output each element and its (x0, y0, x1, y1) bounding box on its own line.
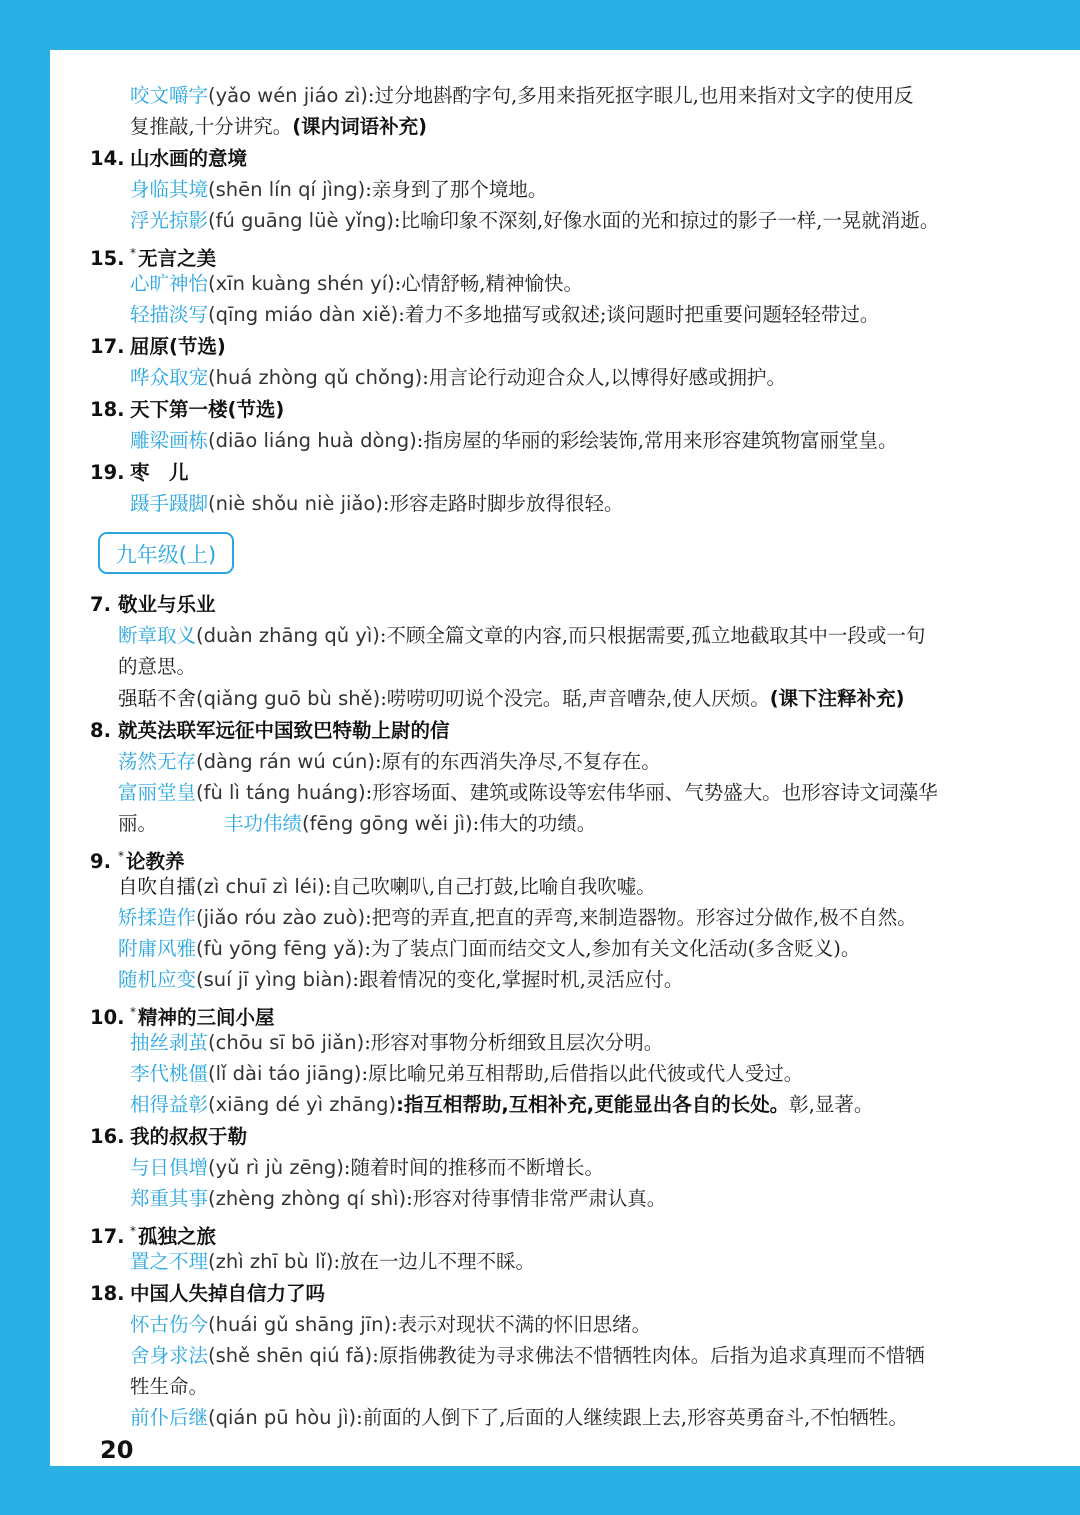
idiom-term: 轻描淡写 (130, 303, 209, 326)
lesson-heading (90, 460, 189, 486)
lesson-number: 18. (90, 1282, 125, 1305)
entry-line (118, 874, 656, 900)
lesson-heading (90, 999, 275, 1031)
lesson-heading (90, 718, 450, 744)
pinyin: (huá zhòng qǔ chǒng) (208, 366, 423, 389)
definition: 牲生命。 (130, 1375, 209, 1398)
lesson-title: 敬业与乐业 (118, 593, 216, 616)
star-mark: * (118, 849, 124, 863)
definition: :原指佛教徒为寻求佛法不惜牺牲肉体。后指为追求真理而不惜牺 (372, 1344, 925, 1367)
pinyin: (fēng gōng wěi jì) (302, 812, 473, 835)
lesson-title: 中国人失掉自信力了吗 (130, 1282, 326, 1305)
pinyin: (xīn kuàng shén yí) (208, 272, 395, 295)
page-sheet (50, 50, 1080, 1466)
lesson-title: 孤独之旅 (138, 1225, 217, 1248)
grade-section-label: 九年级(上) (98, 532, 234, 574)
idiom-term: 断章取义 (118, 624, 197, 647)
idiom-term: 咬文嚼字 (130, 84, 209, 107)
lesson-heading (90, 240, 216, 272)
lesson-number: 19. (90, 461, 125, 484)
pinyin: (suí jī yìng biàn) (196, 968, 353, 991)
idiom-term: 随机应变 (118, 968, 197, 991)
definition: :心情舒畅,精神愉快。 (394, 272, 583, 295)
idiom-term: 相得益彰 (130, 1093, 209, 1116)
pinyin: (diāo liáng huà dòng) (208, 429, 417, 452)
lesson-heading (90, 334, 226, 360)
idiom-term: 舍身求法 (130, 1344, 209, 1367)
pinyin: (yǎo wén jiáo zì) (208, 84, 368, 107)
lesson-title: 精神的三间小屋 (138, 1006, 275, 1029)
star-mark: * (130, 1224, 136, 1238)
lesson-heading (90, 1218, 216, 1250)
idiom-term: 与日俱增 (130, 1156, 209, 1179)
entry-line (130, 1155, 604, 1181)
lesson-heading (90, 1124, 247, 1150)
definition: 复推敲,十分讲究。 (130, 115, 293, 138)
lesson-title: 无言之美 (138, 247, 217, 270)
definition: 彰,显著。 (789, 1093, 874, 1116)
definition: :放在一边儿不理不睬。 (333, 1250, 536, 1273)
pinyin: (qián pū hòu jì) (208, 1406, 357, 1429)
lesson-number: 17. (90, 335, 125, 358)
lesson-heading (90, 1281, 325, 1307)
entry-line (130, 1343, 925, 1369)
entry-line (130, 1061, 803, 1087)
pinyin: (shě shēn qiú fǎ) (208, 1344, 373, 1367)
idiom-term: 雕梁画栋 (130, 429, 209, 452)
lesson-number: 10. (90, 1006, 125, 1029)
pinyin: (dàng rán wú cún) (196, 750, 375, 773)
definition: :形容对事物分析细致且层次分明。 (364, 1031, 664, 1054)
lesson-title: 论教养 (126, 850, 185, 873)
entry-line (130, 491, 623, 517)
entry-line (130, 208, 939, 234)
definition: :形容场面、建筑或陈设等宏伟华丽、气势盛大。也形容诗文词藻华 (365, 781, 938, 804)
entry-line (118, 686, 905, 712)
pinyin: (lǐ dài táo jiāng) (208, 1062, 362, 1085)
definition: 的意思。 (118, 655, 197, 678)
lesson-title: 就英法联军远征中国致巴特勒上尉的信 (118, 719, 450, 742)
idiom-term: 荡然无存 (118, 750, 197, 773)
definition: :随着时间的推移而不断增长。 (343, 1156, 604, 1179)
definition: :前面的人倒下了,后面的人继续跟上去,形容英勇奋斗,不怕牺牲。 (356, 1406, 908, 1429)
definition: :伟大的功绩。 (472, 812, 597, 835)
lesson-number: 16. (90, 1125, 125, 1148)
definition: :比喻印象不深刻,好像水面的光和掠过的影子一样,一晃就消逝。 (393, 209, 940, 232)
definition: :把弯的弄直,把直的弄弯,来制造器物。形容过分做作,极不自然。 (365, 906, 917, 929)
definition: :原比喻兄弟互相帮助,后借指以此代彼或代人受过。 (361, 1062, 804, 1085)
idiom-term: 李代桃僵 (130, 1062, 209, 1085)
lesson-number: 17. (90, 1225, 125, 1248)
lesson-number: 15. (90, 247, 125, 270)
pinyin: (duàn zhāng qǔ yì) (196, 624, 380, 647)
entry-line (130, 1186, 666, 1212)
source-note: (课内词语补充) (292, 115, 428, 138)
idiom-term: 置之不理 (130, 1250, 209, 1273)
definition: :过分地斟酌字句,多用来指死抠字眼儿,也用来指对文字的使用反 (367, 84, 914, 107)
definition: 丽。 (118, 812, 158, 835)
definition: :原有的东西消失净尽,不复存在。 (374, 750, 661, 773)
pinyin: (chōu sī bō jiǎn) (208, 1031, 365, 1054)
idiom-term: 哗众取宠 (130, 366, 209, 389)
pinyin: (fú guāng lüè yǐng) (208, 209, 394, 232)
entry-line (118, 780, 938, 806)
idiom-term: 富丽堂皇 (118, 781, 197, 804)
pinyin: (zhì zhī bù lǐ) (208, 1250, 334, 1273)
pinyin: (xiāng dé yì zhāng) (208, 1093, 397, 1116)
entry-line (118, 623, 925, 649)
pinyin: (fù lì táng huáng) (196, 781, 366, 804)
source-note: (课下注释补充) (769, 687, 905, 710)
lesson-title: 屈原(节选) (130, 335, 226, 358)
definition: :不顾全篇文章的内容,而只根据需要,孤立地截取其中一段或一句 (379, 624, 926, 647)
entry-line (130, 428, 898, 454)
entry-line (130, 302, 879, 328)
pinyin: (niè shǒu niè jiǎo) (208, 492, 383, 515)
entry-line-continued (118, 654, 196, 680)
idiom-term: 浮光掠影 (130, 209, 209, 232)
idiom-term: 身临其境 (130, 178, 209, 201)
idiom-term: 怀古伤今 (130, 1313, 209, 1336)
lesson-heading (90, 592, 216, 618)
idiom-term: 心旷神怡 (130, 272, 209, 295)
idiom-term: 郑重其事 (130, 1187, 209, 1210)
entry-line (224, 811, 596, 837)
lesson-title: 我的叔叔于勒 (130, 1125, 248, 1148)
entry-line-continued (118, 811, 157, 837)
entry-line (130, 271, 583, 297)
definition: :自己吹喇叭,自己打鼓,比喻自我吹嘘。 (324, 875, 656, 898)
pinyin: (yǔ rì jù zēng) (208, 1156, 344, 1179)
definition-emphasis: :指互相帮助,互相补充,更能显出各自的长处。 (396, 1093, 790, 1116)
pinyin: (qiǎng guō bù shě) (196, 687, 381, 710)
definition: :形容走路时脚步放得很轻。 (382, 492, 624, 515)
lesson-title: 枣 儿 (130, 461, 189, 484)
lesson-title: 天下第一楼(节选) (130, 398, 285, 421)
definition: :指房屋的华丽的彩绘装饰,常用来形容建筑物富丽堂皇。 (416, 429, 898, 452)
entry-line-continued (130, 1374, 208, 1400)
entry-line (118, 967, 683, 993)
idiom-term: 强聒不舍 (118, 687, 197, 710)
pinyin: (jiǎo róu zào zuò) (196, 906, 366, 929)
page-number: 20 (100, 1436, 134, 1464)
idiom-term: 抽丝剥茧 (130, 1031, 209, 1054)
idiom-term: 自吹自擂 (118, 875, 197, 898)
entry-line (130, 83, 913, 109)
definition: :为了装点门面而结交文人,参加有关文化活动(多含贬义)。 (364, 937, 861, 960)
idiom-term: 附庸风雅 (118, 937, 197, 960)
entry-line (130, 1030, 663, 1056)
idiom-term: 丰功伟绩 (224, 812, 303, 835)
entry-line (130, 1405, 908, 1431)
star-mark: * (130, 246, 136, 260)
pinyin: (shēn lín qí jìng) (208, 178, 366, 201)
definition: :亲身到了那个境地。 (365, 178, 548, 201)
definition: :形容对待事情非常严肃认真。 (406, 1187, 667, 1210)
entry-line (130, 1249, 535, 1275)
lesson-number: 9. (90, 850, 111, 873)
entry-line (130, 1092, 873, 1118)
entry-line (130, 1312, 651, 1338)
pinyin: (qīng miáo dàn xiě) (208, 303, 399, 326)
lesson-number: 7. (90, 593, 111, 616)
idiom-term: 矫揉造作 (118, 906, 197, 929)
entry-line (118, 905, 917, 931)
definition: :唠唠叨叨说个没完。聒,声音嘈杂,使人厌烦。 (380, 687, 770, 710)
definition: :跟着情况的变化,掌握时机,灵活应付。 (352, 968, 684, 991)
lesson-heading (90, 843, 185, 875)
pinyin: (zhèng zhòng qí shì) (208, 1187, 407, 1210)
lesson-heading (90, 397, 284, 423)
idiom-term: 蹑手蹑脚 (130, 492, 209, 515)
pinyin: (fù yōng fēng yǎ) (196, 937, 365, 960)
lesson-number: 8. (90, 719, 111, 742)
definition: :着力不多地描写或叙述;谈问题时把重要问题轻轻带过。 (398, 303, 880, 326)
lesson-number: 18. (90, 398, 125, 421)
lesson-number: 14. (90, 147, 125, 170)
entry-line (130, 365, 786, 391)
star-mark: * (130, 1005, 136, 1019)
lesson-heading (90, 146, 247, 172)
pinyin: (huái gǔ shāng jīn) (208, 1313, 392, 1336)
entry-line (130, 177, 547, 203)
entry-line (118, 749, 661, 775)
idiom-term: 前仆后继 (130, 1406, 209, 1429)
entry-line-continued (130, 114, 427, 140)
definition: :表示对现状不满的怀旧思绪。 (391, 1313, 652, 1336)
pinyin: (zì chuī zì léi) (196, 875, 325, 898)
definition: :用言论行动迎合众人,以博得好感或拥护。 (422, 366, 787, 389)
entry-line (118, 936, 860, 962)
lesson-title: 山水画的意境 (130, 147, 248, 170)
